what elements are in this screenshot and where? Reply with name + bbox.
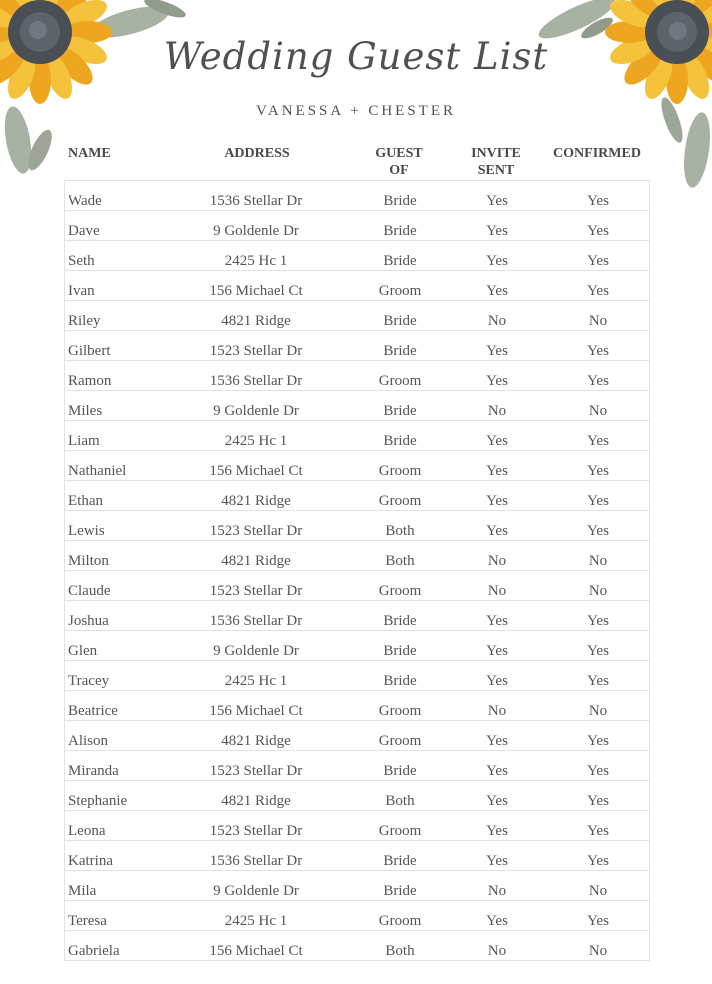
table-row	[65, 601, 649, 631]
guest-of-cell: Bride	[383, 613, 417, 629]
invite-sent-cell: Yes	[486, 913, 508, 929]
invite-sent-cell: Yes	[486, 733, 508, 749]
invite-sent-cell: No	[487, 313, 507, 329]
guest-table	[64, 180, 650, 961]
table-row	[65, 631, 649, 661]
invite-sent-cell: Yes	[486, 613, 508, 629]
invite-sent-cell: No	[487, 883, 507, 899]
guest-address-cell: 4821 Ridge	[221, 313, 291, 329]
guest-name-cell: Alison	[68, 733, 109, 749]
guest-of-cell: Both	[385, 793, 415, 809]
guest-address-cell: 9 Goldenle Dr	[213, 223, 299, 239]
confirmed-status-cell: Yes	[587, 463, 609, 479]
invite-sent-cell: No	[487, 943, 507, 959]
guest-of-cell: Bride	[383, 883, 417, 899]
guest-of-cell: Groom	[378, 823, 422, 839]
guest-name-cell: Leona	[68, 823, 106, 839]
guest-address-cell: 156 Michael Ct	[209, 283, 303, 299]
invite-sent-cell: No	[487, 583, 507, 599]
confirmed-status-cell: Yes	[587, 193, 609, 209]
guest-name-cell: Stephanie	[68, 793, 128, 809]
confirmed-status-cell: Yes	[587, 853, 609, 869]
guest-name-cell: Dave	[68, 223, 100, 239]
guest-name-cell: Wade	[68, 193, 102, 209]
couple-names: VANESSA + CHESTER	[255, 103, 457, 119]
guest-name-cell: Gabriela	[68, 943, 120, 959]
guest-address-cell: 1523 Stellar Dr	[209, 343, 303, 359]
guest-address-cell: 9 Goldenle Dr	[213, 883, 299, 899]
guest-of-cell: Bride	[383, 673, 417, 689]
guest-address-cell: 2425 Hc 1	[224, 673, 288, 689]
guest-of-cell: Bride	[383, 343, 417, 359]
invite-sent-cell: Yes	[486, 193, 508, 209]
invite-sent-cell: Yes	[486, 253, 508, 269]
invite-sent-cell: No	[487, 403, 507, 419]
guest-of-cell: Bride	[383, 763, 417, 779]
guest-name-cell: Miles	[68, 403, 103, 419]
confirmed-status-cell: No	[588, 403, 608, 419]
table-row	[65, 301, 649, 331]
table-row	[65, 781, 649, 811]
confirmed-status-cell: No	[588, 313, 608, 329]
table-row	[65, 661, 649, 691]
guest-of-cell: Bride	[383, 313, 417, 329]
table-row	[65, 811, 649, 841]
guest-name-cell: Katrina	[68, 853, 113, 869]
table-row	[65, 901, 649, 931]
column-header-confirmed: CONFIRMED	[553, 146, 641, 161]
guest-address-cell: 1536 Stellar Dr	[209, 373, 303, 389]
table-row	[65, 361, 649, 391]
guest-address-cell: 156 Michael Ct	[209, 943, 303, 959]
guest-name-cell: Milton	[68, 553, 109, 569]
invite-sent-cell: Yes	[486, 373, 508, 389]
confirmed-status-cell: Yes	[587, 433, 609, 449]
invite-sent-cell: No	[487, 553, 507, 569]
guest-of-cell: Bride	[383, 223, 417, 239]
guest-of-cell: Both	[385, 553, 415, 569]
guest-address-cell: 1523 Stellar Dr	[209, 823, 303, 839]
guest-of-cell: Groom	[378, 913, 422, 929]
table-row	[65, 241, 649, 271]
invite-sent-cell: Yes	[486, 523, 508, 539]
confirmed-status-cell: Yes	[587, 643, 609, 659]
guest-address-cell: 9 Goldenle Dr	[213, 643, 299, 659]
guest-name-cell: Lewis	[68, 523, 105, 539]
guest-of-cell: Bride	[383, 433, 417, 449]
table-row	[65, 571, 649, 601]
confirmed-status-cell: No	[588, 553, 608, 569]
guest-name-cell: Beatrice	[68, 703, 118, 719]
table-row	[65, 871, 649, 901]
guest-of-cell: Bride	[383, 643, 417, 659]
table-row	[65, 271, 649, 301]
guest-of-cell: Bride	[383, 253, 417, 269]
guest-of-cell: Groom	[378, 463, 422, 479]
invite-sent-cell: Yes	[486, 433, 508, 449]
page-title: Wedding Guest List	[163, 35, 549, 78]
confirmed-status-cell: Yes	[587, 493, 609, 509]
confirmed-status-cell: Yes	[587, 823, 609, 839]
invite-sent-cell: Yes	[486, 343, 508, 359]
guest-address-cell: 4821 Ridge	[221, 793, 291, 809]
confirmed-status-cell: Yes	[587, 343, 609, 359]
invite-sent-cell: Yes	[486, 673, 508, 689]
invite-sent-cell: Yes	[486, 823, 508, 839]
invite-sent-cell: Yes	[486, 793, 508, 809]
confirmed-status-cell: Yes	[587, 913, 609, 929]
confirmed-status-cell: Yes	[587, 793, 609, 809]
guest-of-cell: Groom	[378, 493, 422, 509]
guest-name-cell: Gilbert	[68, 343, 111, 359]
confirmed-status-cell: Yes	[587, 253, 609, 269]
guest-of-cell: Groom	[378, 733, 422, 749]
table-row	[65, 391, 649, 421]
guest-of-cell: Both	[385, 943, 415, 959]
table-row	[65, 451, 649, 481]
table-row	[65, 541, 649, 571]
guest-of-cell: Groom	[378, 283, 422, 299]
guest-address-cell: 2425 Hc 1	[224, 913, 288, 929]
guest-of-cell: Bride	[383, 403, 417, 419]
invite-sent-cell: Yes	[486, 493, 508, 509]
table-row	[65, 211, 649, 241]
confirmed-status-cell: No	[588, 703, 608, 719]
guest-of-cell: Both	[385, 523, 415, 539]
column-header-guest-of: GUEST OF	[375, 146, 423, 178]
guest-of-cell: Groom	[378, 373, 422, 389]
confirmed-status-cell: No	[588, 943, 608, 959]
confirmed-status-cell: Yes	[587, 733, 609, 749]
confirmed-status-cell: Yes	[587, 673, 609, 689]
invite-sent-cell: No	[487, 703, 507, 719]
guest-address-cell: 1536 Stellar Dr	[209, 193, 303, 209]
confirmed-status-cell: Yes	[587, 283, 609, 299]
guest-address-cell: 156 Michael Ct	[209, 703, 303, 719]
confirmed-status-cell: Yes	[587, 223, 609, 239]
guest-name-cell: Claude	[68, 583, 111, 599]
table-row	[65, 841, 649, 871]
invite-sent-cell: Yes	[486, 283, 508, 299]
confirmed-status-cell: Yes	[587, 523, 609, 539]
column-header-name: NAME	[68, 146, 111, 161]
guest-address-cell: 156 Michael Ct	[209, 463, 303, 479]
guest-name-cell: Seth	[68, 253, 95, 269]
guest-address-cell: 1536 Stellar Dr	[209, 613, 303, 629]
guest-address-cell: 1536 Stellar Dr	[209, 853, 303, 869]
guest-name-cell: Miranda	[68, 763, 119, 779]
guest-of-cell: Bride	[383, 853, 417, 869]
guest-name-cell: Liam	[68, 433, 100, 449]
guest-of-cell: Groom	[378, 583, 422, 599]
guest-address-cell: 1523 Stellar Dr	[209, 583, 303, 599]
guest-address-cell: 4821 Ridge	[221, 733, 291, 749]
guest-name-cell: Nathaniel	[68, 463, 127, 479]
table-row	[65, 721, 649, 751]
table-row	[65, 931, 649, 961]
guest-name-cell: Ivan	[68, 283, 95, 299]
invite-sent-cell: Yes	[486, 643, 508, 659]
guest-address-cell: 1523 Stellar Dr	[209, 763, 303, 779]
invite-sent-cell: Yes	[486, 463, 508, 479]
table-row	[65, 481, 649, 511]
guest-of-cell: Bride	[383, 193, 417, 209]
confirmed-status-cell: Yes	[587, 763, 609, 779]
table-row	[65, 511, 649, 541]
column-header-address: ADDRESS	[224, 146, 290, 161]
invite-sent-cell: Yes	[486, 853, 508, 869]
table-row	[65, 181, 649, 211]
guest-name-cell: Riley	[68, 313, 101, 329]
guest-address-cell: 4821 Ridge	[221, 553, 291, 569]
table-row	[65, 691, 649, 721]
confirmed-status-cell: Yes	[587, 613, 609, 629]
guest-of-cell: Groom	[378, 703, 422, 719]
confirmed-status-cell: No	[588, 583, 608, 599]
column-header-invite-sent: INVITE SENT	[471, 146, 521, 178]
table-header	[64, 145, 649, 179]
guest-name-cell: Mila	[68, 883, 97, 899]
guest-name-cell: Glen	[68, 643, 98, 659]
guest-address-cell: 4821 Ridge	[221, 493, 291, 509]
table-row	[65, 421, 649, 451]
guest-name-cell: Tracey	[68, 673, 110, 689]
guest-name-cell: Teresa	[68, 913, 107, 929]
table-row	[65, 751, 649, 781]
guest-name-cell: Joshua	[68, 613, 109, 629]
guest-address-cell: 2425 Hc 1	[224, 433, 288, 449]
guest-address-cell: 1523 Stellar Dr	[209, 523, 303, 539]
guest-address-cell: 2425 Hc 1	[224, 253, 288, 269]
guest-name-cell: Ramon	[68, 373, 112, 389]
invite-sent-cell: Yes	[486, 763, 508, 779]
invite-sent-cell: Yes	[486, 223, 508, 239]
table-row	[65, 331, 649, 361]
guest-address-cell: 9 Goldenle Dr	[213, 403, 299, 419]
confirmed-status-cell: No	[588, 883, 608, 899]
confirmed-status-cell: Yes	[587, 373, 609, 389]
guest-name-cell: Ethan	[68, 493, 103, 509]
